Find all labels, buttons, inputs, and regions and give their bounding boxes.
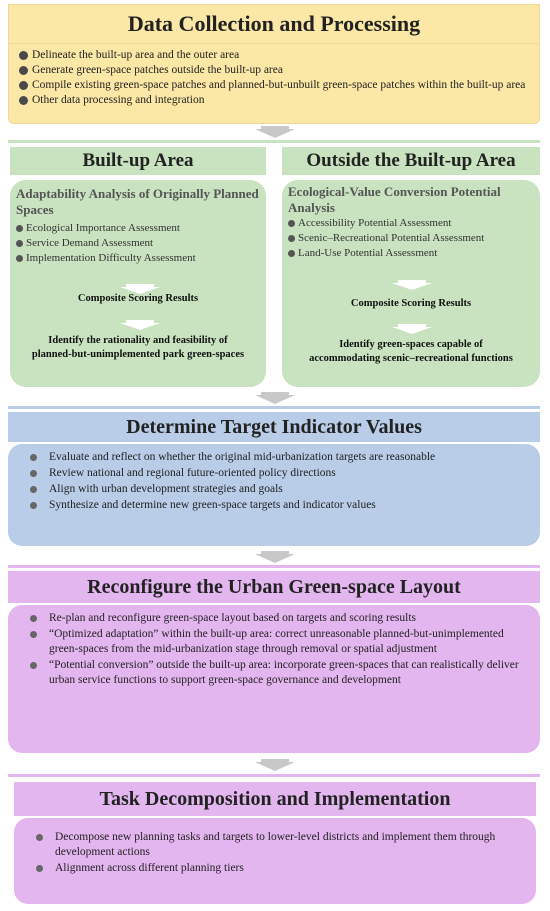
list-item: [16, 251, 260, 266]
bullet-icon: [19, 51, 28, 60]
outside-panel: [282, 180, 540, 387]
list-item: [288, 216, 534, 231]
down-arrow-icon: [392, 324, 432, 334]
bullet-icon: [288, 250, 295, 257]
built-up-item-1: Ecological Importance Assessment: [26, 222, 180, 234]
reconfigure-title: Reconfigure the Urban Green-space Layout: [87, 575, 461, 598]
targets-item-4: Synthesize and determine new green-space targets and indicator values: [49, 499, 376, 511]
bullet-icon: [30, 502, 37, 509]
bullet-icon: [30, 470, 37, 477]
task-item-1: Decompose new planning tasks and targets to lower-level districts and implement them through development actions: [55, 831, 496, 858]
bullet-icon: [16, 255, 23, 262]
targets-item-2: Review national and regional future-oriented policy directions: [49, 467, 336, 479]
task-title: Task Decomposition and Implementation: [99, 787, 451, 810]
down-arrow-icon: [120, 320, 160, 330]
list-item: [16, 236, 260, 251]
outside-item-3: Land-Use Potential Assessment: [298, 247, 438, 259]
bullet-icon: [16, 225, 23, 232]
divider: [8, 565, 540, 568]
reconfigure-item-2: “Optimized adaptation” within the built-up area: correct unreasonable planned-but-unimplemented green-spaces from the mid-urbanization stage through removal or spatial adjustment: [49, 628, 504, 655]
bullet-icon: [30, 486, 37, 493]
outside-result: Identify green-spaces capable of accommodating scenic–recreational functions: [309, 339, 513, 364]
list-item: [32, 861, 518, 876]
targets-body: [8, 444, 540, 546]
reconfigure-item-3: “Potential conversion” outside the built-up area: incorporate green-spaces that can realistically deliver urban service functions to support green-space governance and development: [49, 659, 519, 686]
divider: [8, 406, 540, 409]
built-up-item-2: Service Demand Assessment: [26, 237, 154, 249]
task-item-2: Alignment across different planning tiers: [55, 862, 244, 874]
down-arrow-icon: [255, 126, 295, 138]
list-item: [26, 658, 522, 688]
bullet-icon: [288, 220, 295, 227]
down-arrow-icon: [255, 392, 295, 404]
bullet-icon: [30, 662, 37, 669]
list-item: [19, 48, 529, 63]
targets-header: [8, 412, 540, 442]
bullet-icon: [36, 865, 43, 872]
collection-header: [8, 4, 540, 44]
outside-item-2: Scenic–Recreational Potential Assessment: [298, 232, 485, 244]
outside-header: [282, 147, 540, 175]
bullet-icon: [19, 66, 28, 75]
outside-subtitle: Ecological-Value Conversion Potential Analysis: [288, 184, 501, 215]
list-item: [32, 830, 518, 860]
list-item: [26, 450, 522, 465]
targets-item-1: Evaluate and reflect on whether the original mid-urbanization targets are reasonable: [49, 451, 436, 463]
collection-item-1: Delineate the built-up area and the outer area: [32, 49, 240, 61]
collection-body: [8, 44, 540, 124]
collection-title: Data Collection and Processing: [127, 11, 421, 36]
built-up-title: Built-up Area: [82, 150, 194, 171]
bullet-icon: [30, 454, 37, 461]
list-item: [288, 231, 534, 246]
bullet-icon: [36, 834, 43, 841]
built-up-subtitle: Adaptability Analysis of Originally Planned Spaces: [16, 186, 259, 217]
divider: [8, 140, 540, 143]
down-arrow-icon: [255, 551, 295, 563]
collection-item-3: Compile existing green-space patches and planned-but-unbuilt green-space patches within the built-up area: [32, 79, 526, 91]
built-up-composite: Composite Scoring Results: [77, 293, 199, 304]
targets-item-3: Align with urban development strategies and goals: [49, 483, 283, 495]
list-item: [26, 627, 522, 657]
down-arrow-icon: [392, 280, 432, 290]
outside-title: Outside the Built-up Area: [306, 150, 516, 171]
bullet-icon: [288, 235, 295, 242]
built-up-panel: [10, 180, 266, 387]
built-up-item-3: Implementation Difficulty Assessment: [26, 252, 196, 264]
reconfigure-body: [8, 605, 540, 753]
list-item: [19, 78, 529, 93]
outside-composite: Composite Scoring Results: [350, 298, 472, 309]
list-item: [26, 498, 522, 513]
reconfigure-item-1: Re-plan and reconfigure green-space layout based on targets and scoring results: [49, 612, 417, 624]
task-header: [14, 782, 536, 816]
list-item: [19, 63, 529, 78]
bullet-icon: [19, 81, 28, 90]
list-item: [26, 611, 522, 626]
built-up-result: Identify the rationality and feasibility of planned-but-unimplemented park green-spaces: [31, 335, 245, 360]
outside-item-1: Accessibility Potential Assessment: [298, 217, 452, 229]
list-item: [26, 466, 522, 481]
collection-item-4: Other data processing and integration: [32, 94, 205, 106]
list-item: [288, 246, 534, 261]
bullet-icon: [30, 615, 37, 622]
divider: [8, 774, 540, 777]
down-arrow-icon: [255, 759, 295, 771]
reconfigure-header: [8, 571, 540, 603]
bullet-icon: [19, 96, 28, 105]
list-item: [16, 221, 260, 236]
built-up-header: [10, 147, 266, 175]
list-item: [26, 482, 522, 497]
bullet-icon: [16, 240, 23, 247]
task-body: [14, 818, 536, 904]
targets-title: Determine Target Indicator Values: [126, 415, 422, 438]
collection-item-2: Generate green-space patches outside the built-up area: [32, 64, 283, 76]
list-item: [19, 93, 529, 108]
bullet-icon: [30, 631, 37, 638]
